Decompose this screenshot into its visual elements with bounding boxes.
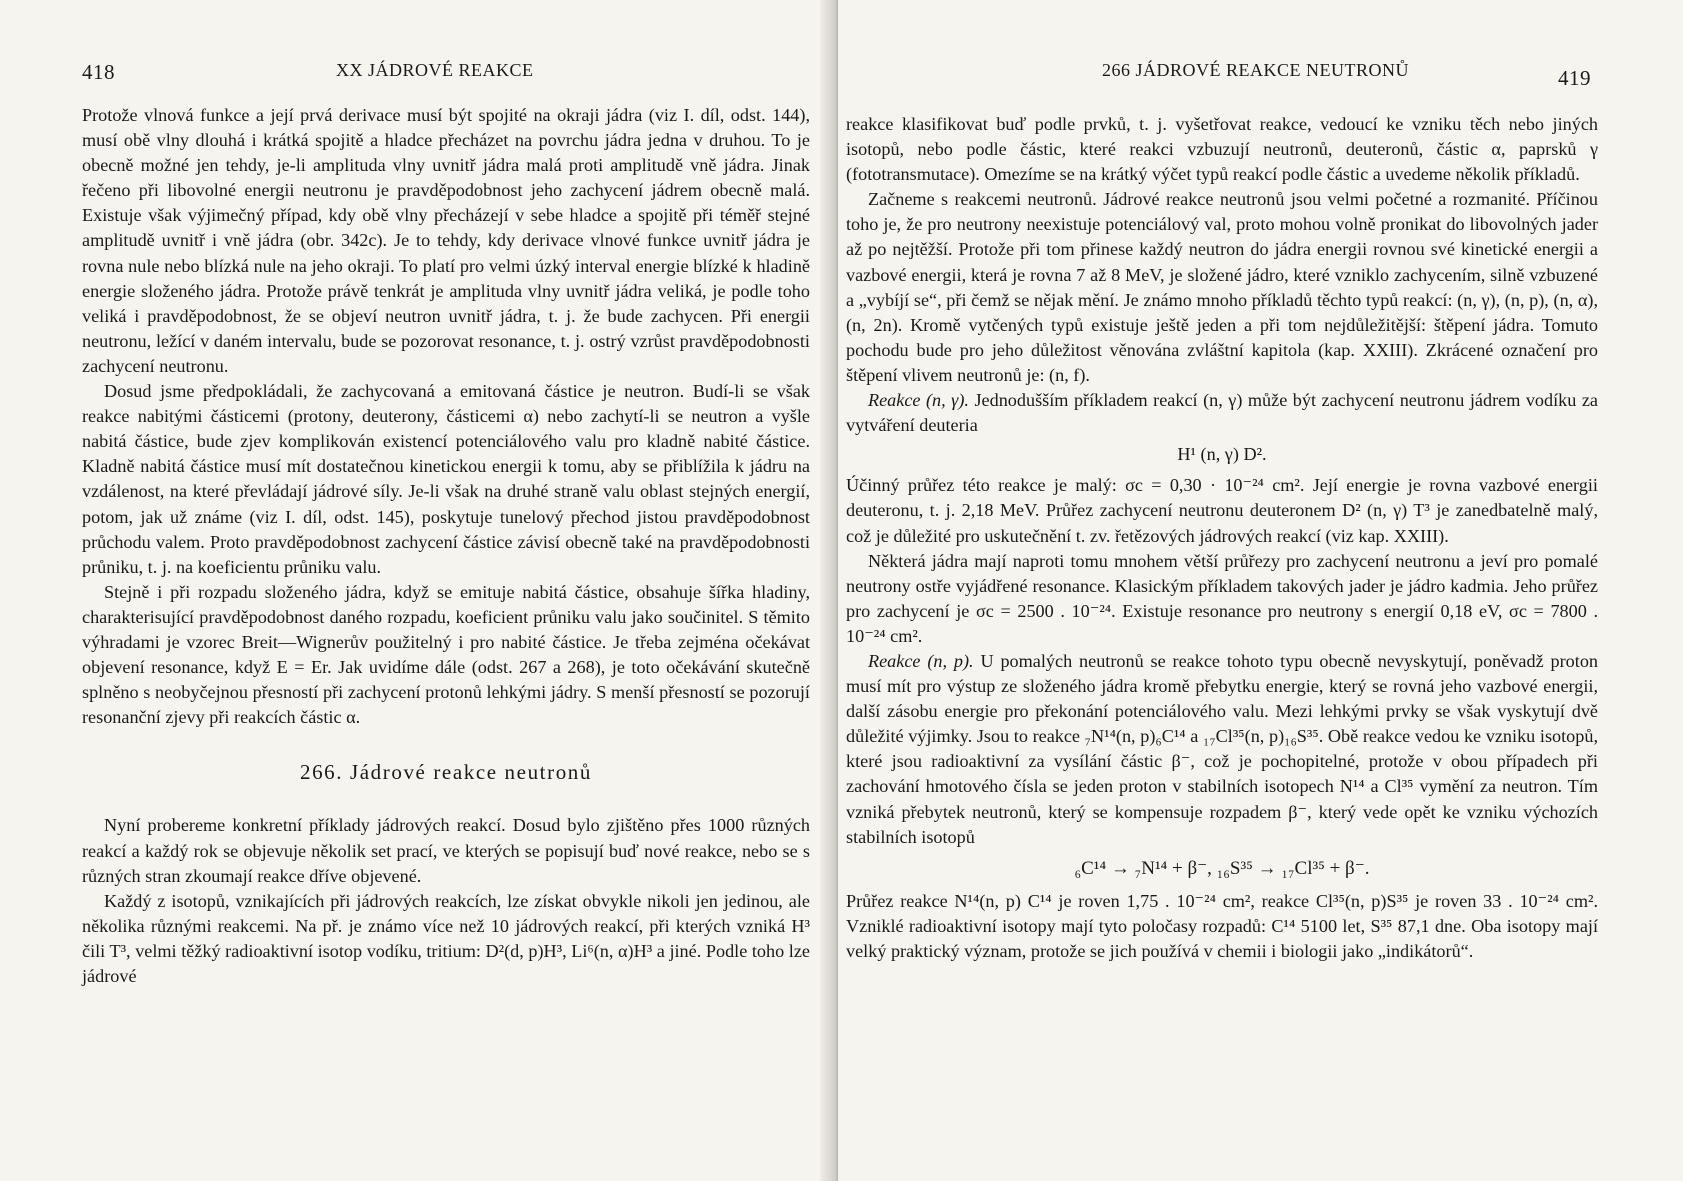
paragraph: Průřez reakce N¹⁴(n, p) C¹⁴ je roven 1,75 . 10⁻²⁴ cm², reakce Cl³⁵(n, p)S³⁵ je roven 33 . 10⁻²⁴ cm². Vzniklé radioaktivní isotopy mají tyto poločasy rozpadů: C¹⁴ 5100 let, S³⁵ 87,1 dne. Oba isotopy mají velký praktický význam, protože se jich používá v chemii i biologii jako „indikátorů“. [846, 890, 1598, 961]
paragraph: reakce klasifikovat buď podle prvků, t. j. vyšetřovat reakce, vedoucí ke vzniku těch nebo jiných isotopů, nebo podle částic, které reakci vzbuzují neutronů, deuteronů, částic α, paprsků γ (fototransmutace). Omezíme se na krátký výčet typů reakcí podle částic a uvedeme několik příkladů. [846, 114, 1598, 185]
right-running-head: 266 JÁDROVÉ REAKCE NEUTRONŮ [1102, 60, 1409, 80]
left-text-block [82, 103, 810, 989]
paragraph-text: Jednodušším příkladem reakcí (n, γ) může být zachycení neutronu jádrem vodíku za vytváření deuteria [846, 390, 1599, 436]
section-title: 266. Jádrové reakce neutronů [299, 760, 593, 785]
equation: H¹ (n, γ) D². [1177, 444, 1267, 465]
right-text-block [846, 112, 1598, 964]
left-page-number: 418 [82, 60, 115, 84]
paragraph [846, 649, 1598, 850]
left-page [0, 0, 838, 1181]
right-page-number: 419 [1558, 66, 1591, 90]
paragraph: Některá jádra mají naproti tomu mnohem větší průřezy pro zachycení neutronu a jeví pro pomalé neutrony ostře vyjádřené resonance. Klasickým příkladem takových jader je jádro kadmia. Jeho průřez pro zachycení je σc = 2500 . 10⁻²⁴. Existuje resonance pro neutrony s energií 0,18 eV, σc = 7800 . 10⁻²⁴ cm². [846, 550, 1598, 646]
paragraph: Začneme s reakcemi neutronů. Jádrové reakce neutronů jsou velmi početné a rozmanité. Příčinou toho je, že pro neutrony neexistuje potenciálový val, proto mohou volně pronikat do libovolných jader až po nejtěžší. Protože při tom přinese každý neutron do jádra energii rovnou své kinetické energii a vazbové energii, která je rovna 7 až 8 MeV, je složené jádro, které vzniklo zachycením, silně vzbuzené a „vybíjí se“, při čemž se nějak mění. Je známo mnoho příkladů těchto typů reakcí: (n, γ), (n, p), (n, α), (n, 2n). Kromě vytčených typů existuje ještě jeden a při tom nejdůležitější: štěpení jádra. Tomuto pochodu bude pro jeho důležitost věnována zvláštní kapitola (kap. XXIII). Zkrácené označení pro štěpení vlivem neutronů je: (n, f). [846, 189, 1598, 385]
paragraph: Stejně i při rozpadu složeného jádra, když se emituje nabitá částice, obsahuje šířka hladiny, charakterisující pravděpodobnost daného rozpadu, koeficient průniku valu jako součinitel. S těmito výhradami je vzorec Breit—Wignerův použitelný i pro nabité částice. Je třeba zejména očekávat objevení resonance, když E = Er. Jak uvidíme dále (odst. 267 a 268), je toto očekávání skutečně splněno s neobyčejnou přesností při zachycení protonů lehkými jádry. S menší přesností se pozorují resonanční zjevy při reakcích částic α. [82, 581, 810, 728]
paragraph: Protože vlnová funkce a její prvá derivace musí být spojité na okraji jádra (viz I. díl, odst. 144), musí obě vlny dlouhá i krátká spojitě a hladce přecházet na povrchu jádra jedna v druhou. To je obecně možné jen tehdy, je-li amplituda vlny uvnitř jádra malá proti amplitudě vně jádra. Jinak řečeno při libovolné energii neutronu je pravděpodobnost jeho zachycení jádrem obecně malá. Existuje však výjimečný případ, kdy obě vlny přecházejí v sebe hladce a spojitě při téměř stejné amplitudě uvnitř i vně jádra (obr. 342c). Je to tehdy, kdy derivace vlnové funkce uvnitř jádra je rovna nule nebo blízká nule na jeho okraji. To platí pro velmi úzký interval energie blízké k hladině energie složeného jádra. Protože právě tenkrát je amplituda vlny uvnitř jádra veliká, je podle toho veliká i pravděpodobnost, že se objeví neutron uvnitř jádra, t. j. že bude zachycen. Při energii neutronu, ležící v daném intervalu, bude se pozorovat resonance, t. j. ostrý vzrůst pravděpodobnosti zachycení neutronu. [82, 105, 810, 376]
left-running-head: XX JÁDROVÉ REAKCE [336, 60, 534, 80]
paragraph: Dosud jsme předpokládali, že zachycovaná a emitovaná částice je neutron. Budí-li se však reakce nabitými částicemi (protony, deuterony, částicemi α) nebo zachytí-li se neutron a vyšle nabitá částice, bude zjev komplikován existencí potenciálového valu pro kladně nabité částice. Kladně nabitá částice musí mít dostatečnou kinetickou energii k tomu, aby se přiblížila k jádru na vzdálenost, na které převládají jádrové síly. Je-li však na druhé straně valu oblast stejných energií, potom, jak už známe (viz I. díl, odst. 145), poskytuje tunelový přechod jistou pravděpodobnost průchodu valem. Proto pravděpodobnost zachycení částice závisí obecně také na pravděpodobnosti průniku, t. j. na koeficientu průniku valu. [82, 381, 810, 577]
paragraph-text: U pomalých neutronů se reakce tohoto typu obecně nevyskytují, poněvadž proton musí mít pro výstup ze složeného jádra kromě přebytku energie, který se rovná jeho vazbové energii, další zásobu energie pro překonání potenciálového valu. Mezi lehkými prvky se však vyskytují dvě důležité výjimky. Jsou to reakce ₇N¹⁴(n, p)₆C¹⁴ a ₁₇Cl³⁵(n, p)₁₆S³⁵. Obě reakce vedou ke vzniku isotopů, které jsou radioaktivní za vysílání částic β⁻, což je pochopitelné, protože v obou případech při zachování hmotového čísla se jeden proton v stabilních isotopech N¹⁴ a Cl³⁵ vymění za neutron. Tím vzniká přebytek neutronů, který se kompensuje rozpadem β⁻, který vede opět ke vzniku výchozích stabilních isotopů [846, 650, 1599, 847]
right-page [838, 0, 1683, 1181]
reaction-label: Reakce (n, γ). [868, 390, 969, 411]
paragraph: Účinný průřez této reakce je malý: σc = 0,30 · 10⁻²⁴ cm². Její energie je rovna vazbové energii deuteronu, t. j. 2,18 MeV. Průřez zachycení neutronu deuteronem D² (n, γ) T³ je zanedbatelně malý, což je důležité pro uskutečnění t. zv. řetězových jádrových reakcí (viz kap. XXIII). [846, 475, 1598, 546]
reaction-label: Reakce (n, p). [868, 650, 974, 671]
paragraph: Nyní probereme konkretní příklady jádrových reakcí. Dosud bylo zjištěno přes 1000 různých reakcí a každý rok se objevuje několik set prací, ve kterých se popisují buď nové reakce, nebo se s různých stran zkoumají reakce dříve objevené. [82, 815, 810, 886]
paragraph [846, 388, 1598, 438]
paragraph: Každý z isotopů, vznikajících při jádrových reakcích, lze získat obvykle nikoli jen jedinou, ale několika různými reakcemi. Na př. je známo více než 10 jádrových reakcí, při kterých vzniká H³ čili T³, velmi těžký radioaktivní isotop vodíku, tritium: D²(d, p)H³, Li⁶(n, α)H³ a jiné. Podle toho lze jádrové [82, 890, 810, 986]
equation: ₆C¹⁴ → ₇N¹⁴ + β⁻, ₁₆S³⁵ → ₁₇Cl³⁵ + β⁻. [1074, 857, 1370, 879]
